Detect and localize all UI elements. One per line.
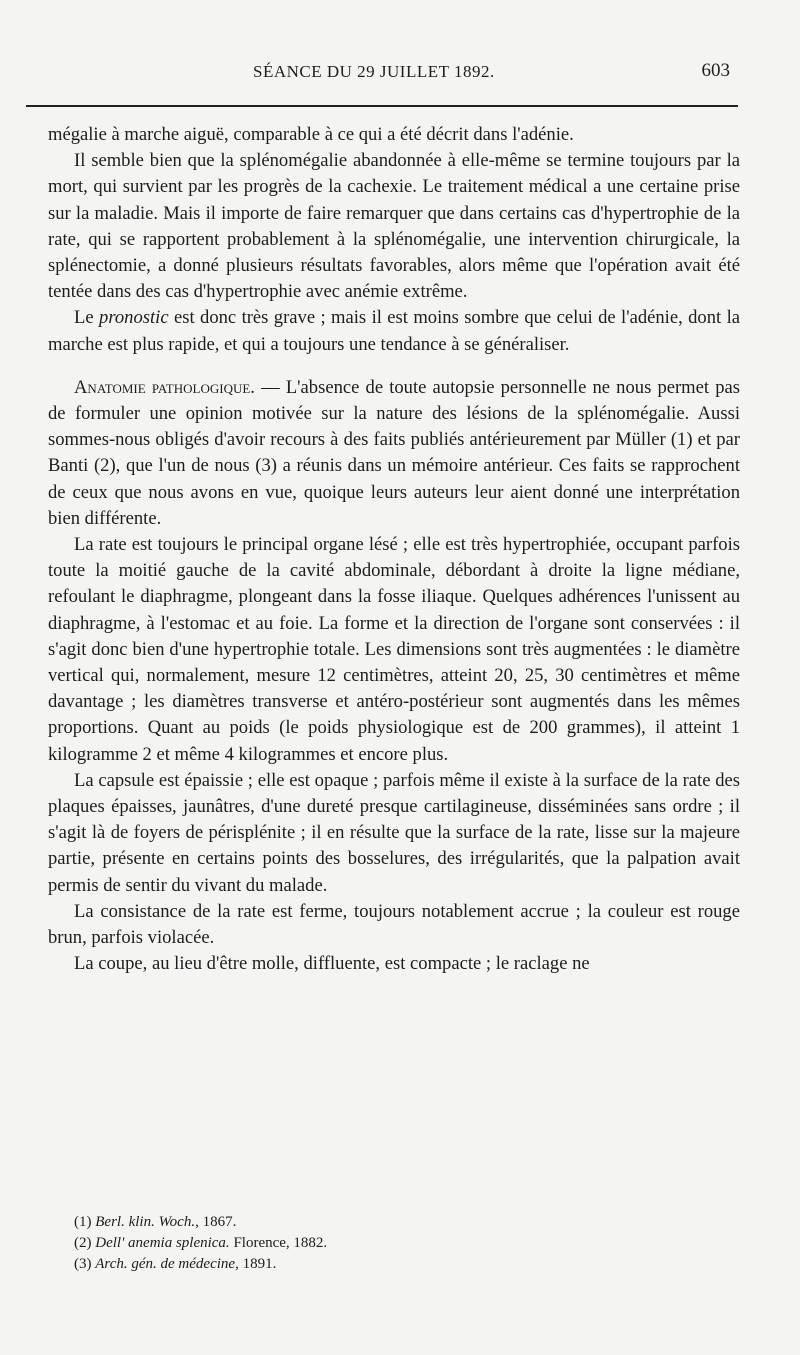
paragraph-capsule: La capsule est épaissie ; elle est opaque ; parfois même il existe à la surface de la rate des plaques épaisses, jaunâtres, d'une dureté presque cartilagineuse, disséminées sans ordre ; il s'agit là de foyers de périsplénite ; il en résulte que la surface de la rate, lisse sur la majeure partie, présente en certains points des bosselures, des irrégularités, que la palpation avait permis de sentir du vivant du malade. xyxy=(48,769,740,896)
body-text xyxy=(48,122,740,978)
paragraph-consistency: La consistance de la rate est ferme, toujours notablement accrue ; la couleur est rouge brun, parfois violacée. xyxy=(48,900,740,949)
paragraph-surgery: Il semble bien que la splénomégalie abandonnée à elle-même se termine toujours par la mort, qui survient par les progrès de la cachexie. Le traitement médical a une certaine prise sur la maladie. Mais il importe de faire remarquer que dans certains cas d'hypertrophie de la rate, qui se rapportent probablement à la splénomégalie, une intervention chirurgicale, la splénectomie, a donné plusieurs résultats favorables, alors même que l'opération avait été tentée dans des cas d'hypertrophie avec anémie extrême. xyxy=(48,150,740,303)
page xyxy=(48,58,738,88)
footnotes xyxy=(74,1212,674,1275)
running-title: SÉANCE DU 29 JUILLET 1892. xyxy=(253,62,495,81)
paragraph-section-cut: La coupe, au lieu d'être molle, diffluente, est compacte ; le raclage ne xyxy=(74,953,590,975)
header-rule xyxy=(26,105,738,107)
footnote: (1) Berl. klin. Woch., 1867. xyxy=(74,1214,237,1230)
paragraph-spleen: La rate est toujours le principal organe lésé ; elle est très hypertrophiée, occupant parfois toute la moitié gauche de la cavité abdominale, débordant à droite la ligne médiane, refoulant le diaphragme, plongeant dans la fosse iliaque. Quelques adhérences l'unissent au diaphragme, à l'estomac et au foie. La forme et la direction de l'organe sont conservées : il s'agit donc bien d'une hypertrophie totale. Les dimensions sont très augmentées : le diamètre vertical qui, normalement, mesure 12 centimètres, atteint 20, 25, 30 centimètres et même davantage ; les diamètres transverse et antéro-postérieur sont augmentés dans les mêmes proportions. Quant au poids (le poids physiologique est de 200 grammes), il atteint 1 kilogramme 2 et même 4 kilogrammes et encore plus. xyxy=(48,534,740,765)
footnote: (2) Dell' anemia splenica. Florence, 1882. xyxy=(74,1235,328,1251)
prognosis-term: pronostic xyxy=(99,307,169,329)
page-number: 603 xyxy=(701,60,730,81)
paragraph-pathology: Anatomie pathologique. — L'absence de toute autopsie personnelle ne nous permet pas de formuler une opinion motivée sur la nature des lésions de la splénomégalie. Aussi sommes-nous obligés d'avoir recours à des faits publiés antérieurement par Müller (1) et par Banti (2), que l'un de nous (3) a réunis dans un mémoire antérieur. Ces faits se rapprochent de ceux que nous avons en vue, quoique leurs auteurs leur aient donné une interprétation bien différente. xyxy=(48,376,740,529)
paragraph-prognosis: Le pronostic est donc très grave ; mais il est moins sombre que celui de l'adénie, dont la marche est plus rapide, et qui a toujours une tendance à se généraliser. xyxy=(48,307,740,355)
running-header xyxy=(48,58,738,88)
footnote: (3) Arch. gén. de médecine, 1891. xyxy=(74,1256,277,1272)
paragraph-continuation: mégalie à marche aiguë, comparable à ce qui a été décrit dans l'adénie. xyxy=(48,124,574,145)
section-heading: Anatomie pathologique. xyxy=(74,376,255,398)
